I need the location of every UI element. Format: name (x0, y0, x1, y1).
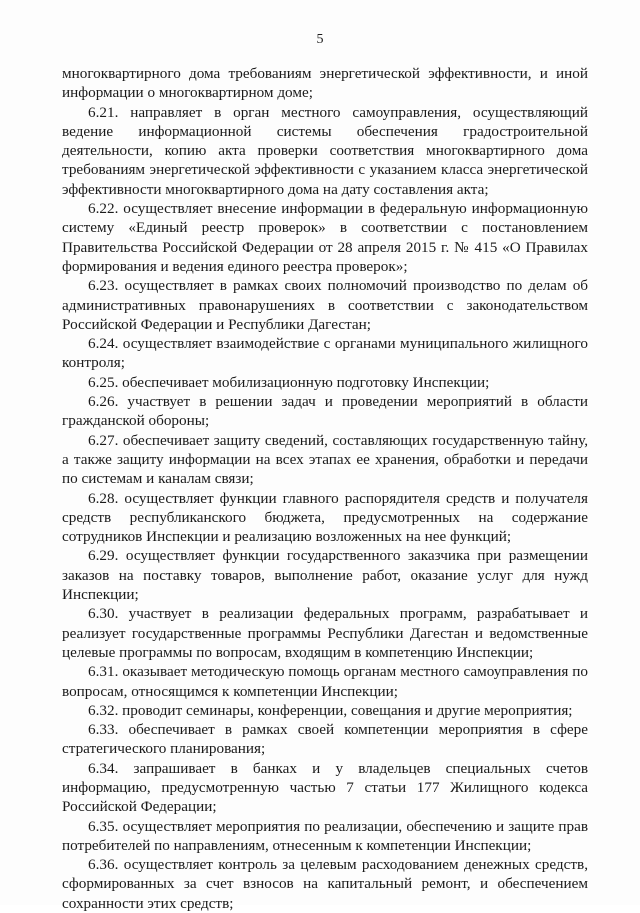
paragraph (62, 103, 588, 199)
paragraph-number: 6.23. (88, 277, 119, 295)
page-number: 5 (316, 32, 324, 47)
paragraph (62, 334, 588, 373)
paragraph-text: осуществляет в рамках своих полномочий производство по делам об административных правонарушениях в соответствии с законодательством Российской Федерации и Республики Дагестан; (62, 277, 589, 333)
paragraph-number: 6.24. (88, 335, 119, 353)
paragraph (62, 817, 588, 856)
paragraph-text: многоквартирного дома требованиям энергетической эффективности, и иной информации о многоквартирном доме; (62, 65, 588, 102)
paragraph-text: осуществляет внесение информации в федеральную информационную систему «Единый реестр проверок» в соответствии с постановлением Правительства Российской Федерации от 28 апреля 2015 г. № 415 «О Правилах формирования и ведения единого реестра проверок»; (62, 200, 588, 275)
paragraph (62, 546, 588, 604)
paragraph-text: участвует в решении задач и проведении мероприятий в области гражданской обороны; (62, 393, 589, 430)
paragraph-number: 6.33. (88, 721, 119, 739)
paragraph-number: 6.32. (88, 701, 119, 719)
paragraph-text: обеспечивает в рамках своей компетенции мероприятия в сфере стратегического планирования; (62, 721, 588, 758)
paragraph (62, 855, 588, 913)
paragraph-text: осуществляет взаимодействие с органами муниципального жилищного контроля; (62, 335, 588, 372)
paragraph (62, 720, 588, 759)
paragraph-number: 6.31. (88, 663, 119, 681)
paragraph-number: 6.27. (88, 431, 119, 449)
paragraph (62, 489, 588, 547)
paragraph-text: осуществляет функции главного распорядителя средств и получателя средств республиканского бюджета, предусмотренных на содержание сотрудников Инспекции и реализацию возложенных на нее функций; (62, 489, 588, 546)
paragraph (62, 604, 588, 662)
paragraph (62, 392, 588, 431)
paragraph-number: 6.25. (88, 373, 119, 391)
paragraph-text: направляет в орган местного самоуправления, осуществляющий ведение информационной системы обеспечения градостроительной деятельности, копию акта проверки соответствия многоквартирного дома требованиям энергетической эффективности с указанием класса энергетической эффективности многоквартирного дома на дату составления акта; (62, 103, 588, 198)
paragraph-number: 6.30. (88, 605, 119, 623)
paragraph-text: запрашивает в банках и у владельцев специальных счетов информацию, предусмотренную частью 7 статьи 177 Жилищного кодекса Российской Федерации; (62, 759, 588, 816)
paragraph-number: 6.26. (88, 393, 119, 411)
paragraph-text: оказывает методическую помощь органам местного самоуправления по вопросам, относящимся к компетенции Инспекции; (62, 663, 588, 700)
paragraph-number: 6.34. (88, 759, 119, 777)
paragraph (62, 199, 588, 276)
paragraph (62, 276, 588, 334)
paragraph (62, 64, 588, 103)
paragraph-text: обеспечивает мобилизационную подготовку Инспекции; (122, 373, 490, 391)
paragraph-text: осуществляет функции государственного заказчика при размещении заказов на поставку товаров, выполнение работ, оказание услуг для нужд Инспекции; (62, 547, 588, 604)
paragraph-number: 6.29. (88, 547, 119, 565)
paragraph-text: осуществляет мероприятия по реализации, обеспечению и защите прав потребителей по направлениям, отнесенным к компетенции Инспекции; (62, 817, 589, 854)
paragraph-number: 6.36. (88, 856, 119, 874)
paragraph-text: осуществляет контроль за целевым расходованием денежных средств, сформированных за счет взносов на капитальный ремонт, и обеспечением сохранности этих средств; (62, 856, 588, 912)
paragraph-text: обеспечивает защиту сведений, составляющих государственную тайну, а также защиту информации на всех этапах ее хранения, обработки и передачи по системам и каналам связи; (62, 431, 588, 488)
paragraph (62, 701, 588, 720)
paragraph-number: 6.28. (88, 489, 119, 507)
paragraph (62, 662, 588, 701)
paragraph-number: 6.21. (88, 103, 119, 121)
paragraph-text: проводит семинары, конференции, совещания и другие мероприятия; (122, 701, 573, 719)
document-body (62, 64, 588, 913)
paragraph (62, 373, 588, 392)
paragraph (62, 431, 588, 489)
paragraph-number: 6.22. (88, 200, 119, 218)
paragraph-text: участвует в реализации федеральных программ, разрабатывает и реализует государственные программы Республики Дагестан и ведомственные целевые программы по вопросам, входящим в компетенцию Инспекции; (62, 605, 589, 661)
paragraph (62, 759, 588, 817)
paragraph-number: 6.35. (88, 817, 119, 835)
